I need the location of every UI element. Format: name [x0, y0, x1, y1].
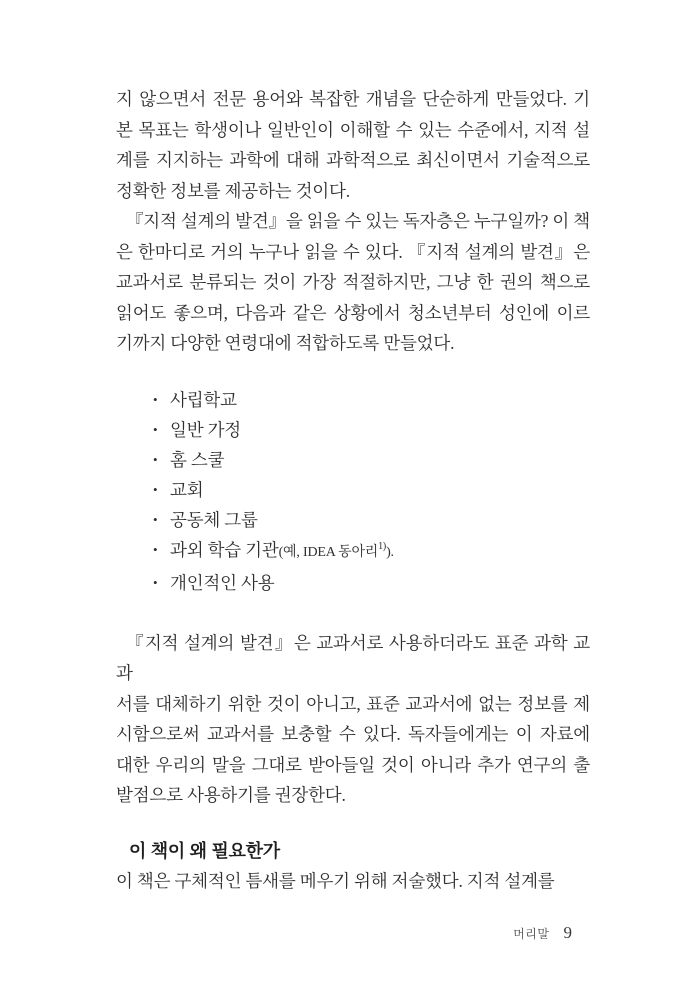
section-heading: 이 책이 왜 필요한가 — [129, 840, 280, 861]
page-number: 9 — [563, 923, 572, 942]
text-line: 대한 우리의 말을 그대로 받아들일 것이 아니라 추가 연구의 출 — [116, 754, 590, 775]
bullet-text: 공동체 그룹 — [170, 509, 258, 530]
bullet-icon: • — [153, 511, 158, 527]
text-line: 교과서로 분류되는 것이 가장 적절하지만, 그냥 한 권의 책으로 — [116, 272, 590, 292]
text-line: 은 한마디로 거의 누구나 읽을 수 있다. 『지적 설계의 발견』은 — [116, 241, 590, 262]
text-line: 시함으로써 교과서를 보충할 수 있다. 독자들에게는 이 자료에 — [116, 724, 590, 744]
bullet-icon: • — [153, 421, 158, 437]
text-line: 기까지 다양한 연령대에 적합하도록 만들었다. — [116, 333, 455, 353]
list-item — [153, 415, 590, 445]
bullet-paren-close: ). — [386, 544, 394, 560]
bullet-text: 사립학교 — [170, 389, 237, 410]
bullet-text: 홈 스쿨 — [170, 449, 225, 470]
bullet-icon: • — [153, 574, 158, 590]
footnote-marker: 1) — [378, 540, 387, 552]
text-line: 발점으로 사용하기를 권장한다. — [116, 785, 346, 805]
paragraph-continued — [116, 84, 590, 206]
page-body-text — [116, 84, 590, 896]
bullet-paren-text: (예, IDEA 동아리 — [278, 544, 379, 560]
running-head-section-label: 머리말 — [513, 927, 550, 941]
bullet-icon: • — [153, 391, 158, 407]
paragraph-why-needed — [116, 866, 590, 897]
text-line: 『지적 설계의 발견』을 읽을 수 있는 독자층은 누구일까? 이 책 — [126, 211, 590, 231]
paragraph-supplement — [116, 628, 590, 811]
bullet-text: 과외 학습 기관 — [170, 539, 279, 560]
list-item — [153, 475, 590, 505]
list-item — [153, 385, 590, 415]
list-item-with-footnote — [153, 535, 590, 568]
text-line: 『지적 설계의 발견』은 교과서로 사용하더라도 표준 과학 교과 — [116, 632, 590, 683]
text-line: 본 목표는 학생이나 일반인이 이해할 수 있는 수준에서, 지적 설 — [116, 119, 590, 140]
text-line: 읽어도 좋으며, 다음과 같은 상황에서 청소년부터 성인에 이르 — [116, 302, 590, 323]
bullet-icon: • — [153, 451, 158, 467]
paragraph-readership — [116, 206, 590, 359]
bullet-text: 교회 — [170, 479, 204, 500]
list-item — [153, 505, 590, 535]
text-line: 서를 대체하기 위한 것이 아니고, 표준 교과서에 없는 정보를 제 — [116, 693, 590, 714]
bullet-text: 개인적인 사용 — [170, 572, 275, 593]
bullet-icon: • — [153, 481, 158, 497]
bullet-icon: • — [153, 541, 158, 557]
text-line: 정확한 정보를 제공하는 것이다. — [116, 180, 350, 201]
bullet-list — [116, 385, 590, 598]
text-line: 이 책은 구체적인 틈새를 메우기 위해 저술했다. 지적 설계를 — [116, 870, 555, 891]
text-line: 계를 지지하는 과학에 대해 과학적으로 최신이면서 기술적으로 — [116, 150, 590, 170]
bullet-text: 일반 가정 — [170, 419, 241, 440]
text-line: 지 않으면서 전문 용어와 복잡한 개념을 단순하게 만들었다. 기 — [116, 89, 590, 109]
page-footer — [513, 923, 572, 943]
list-item — [153, 568, 590, 598]
list-item — [153, 445, 590, 475]
